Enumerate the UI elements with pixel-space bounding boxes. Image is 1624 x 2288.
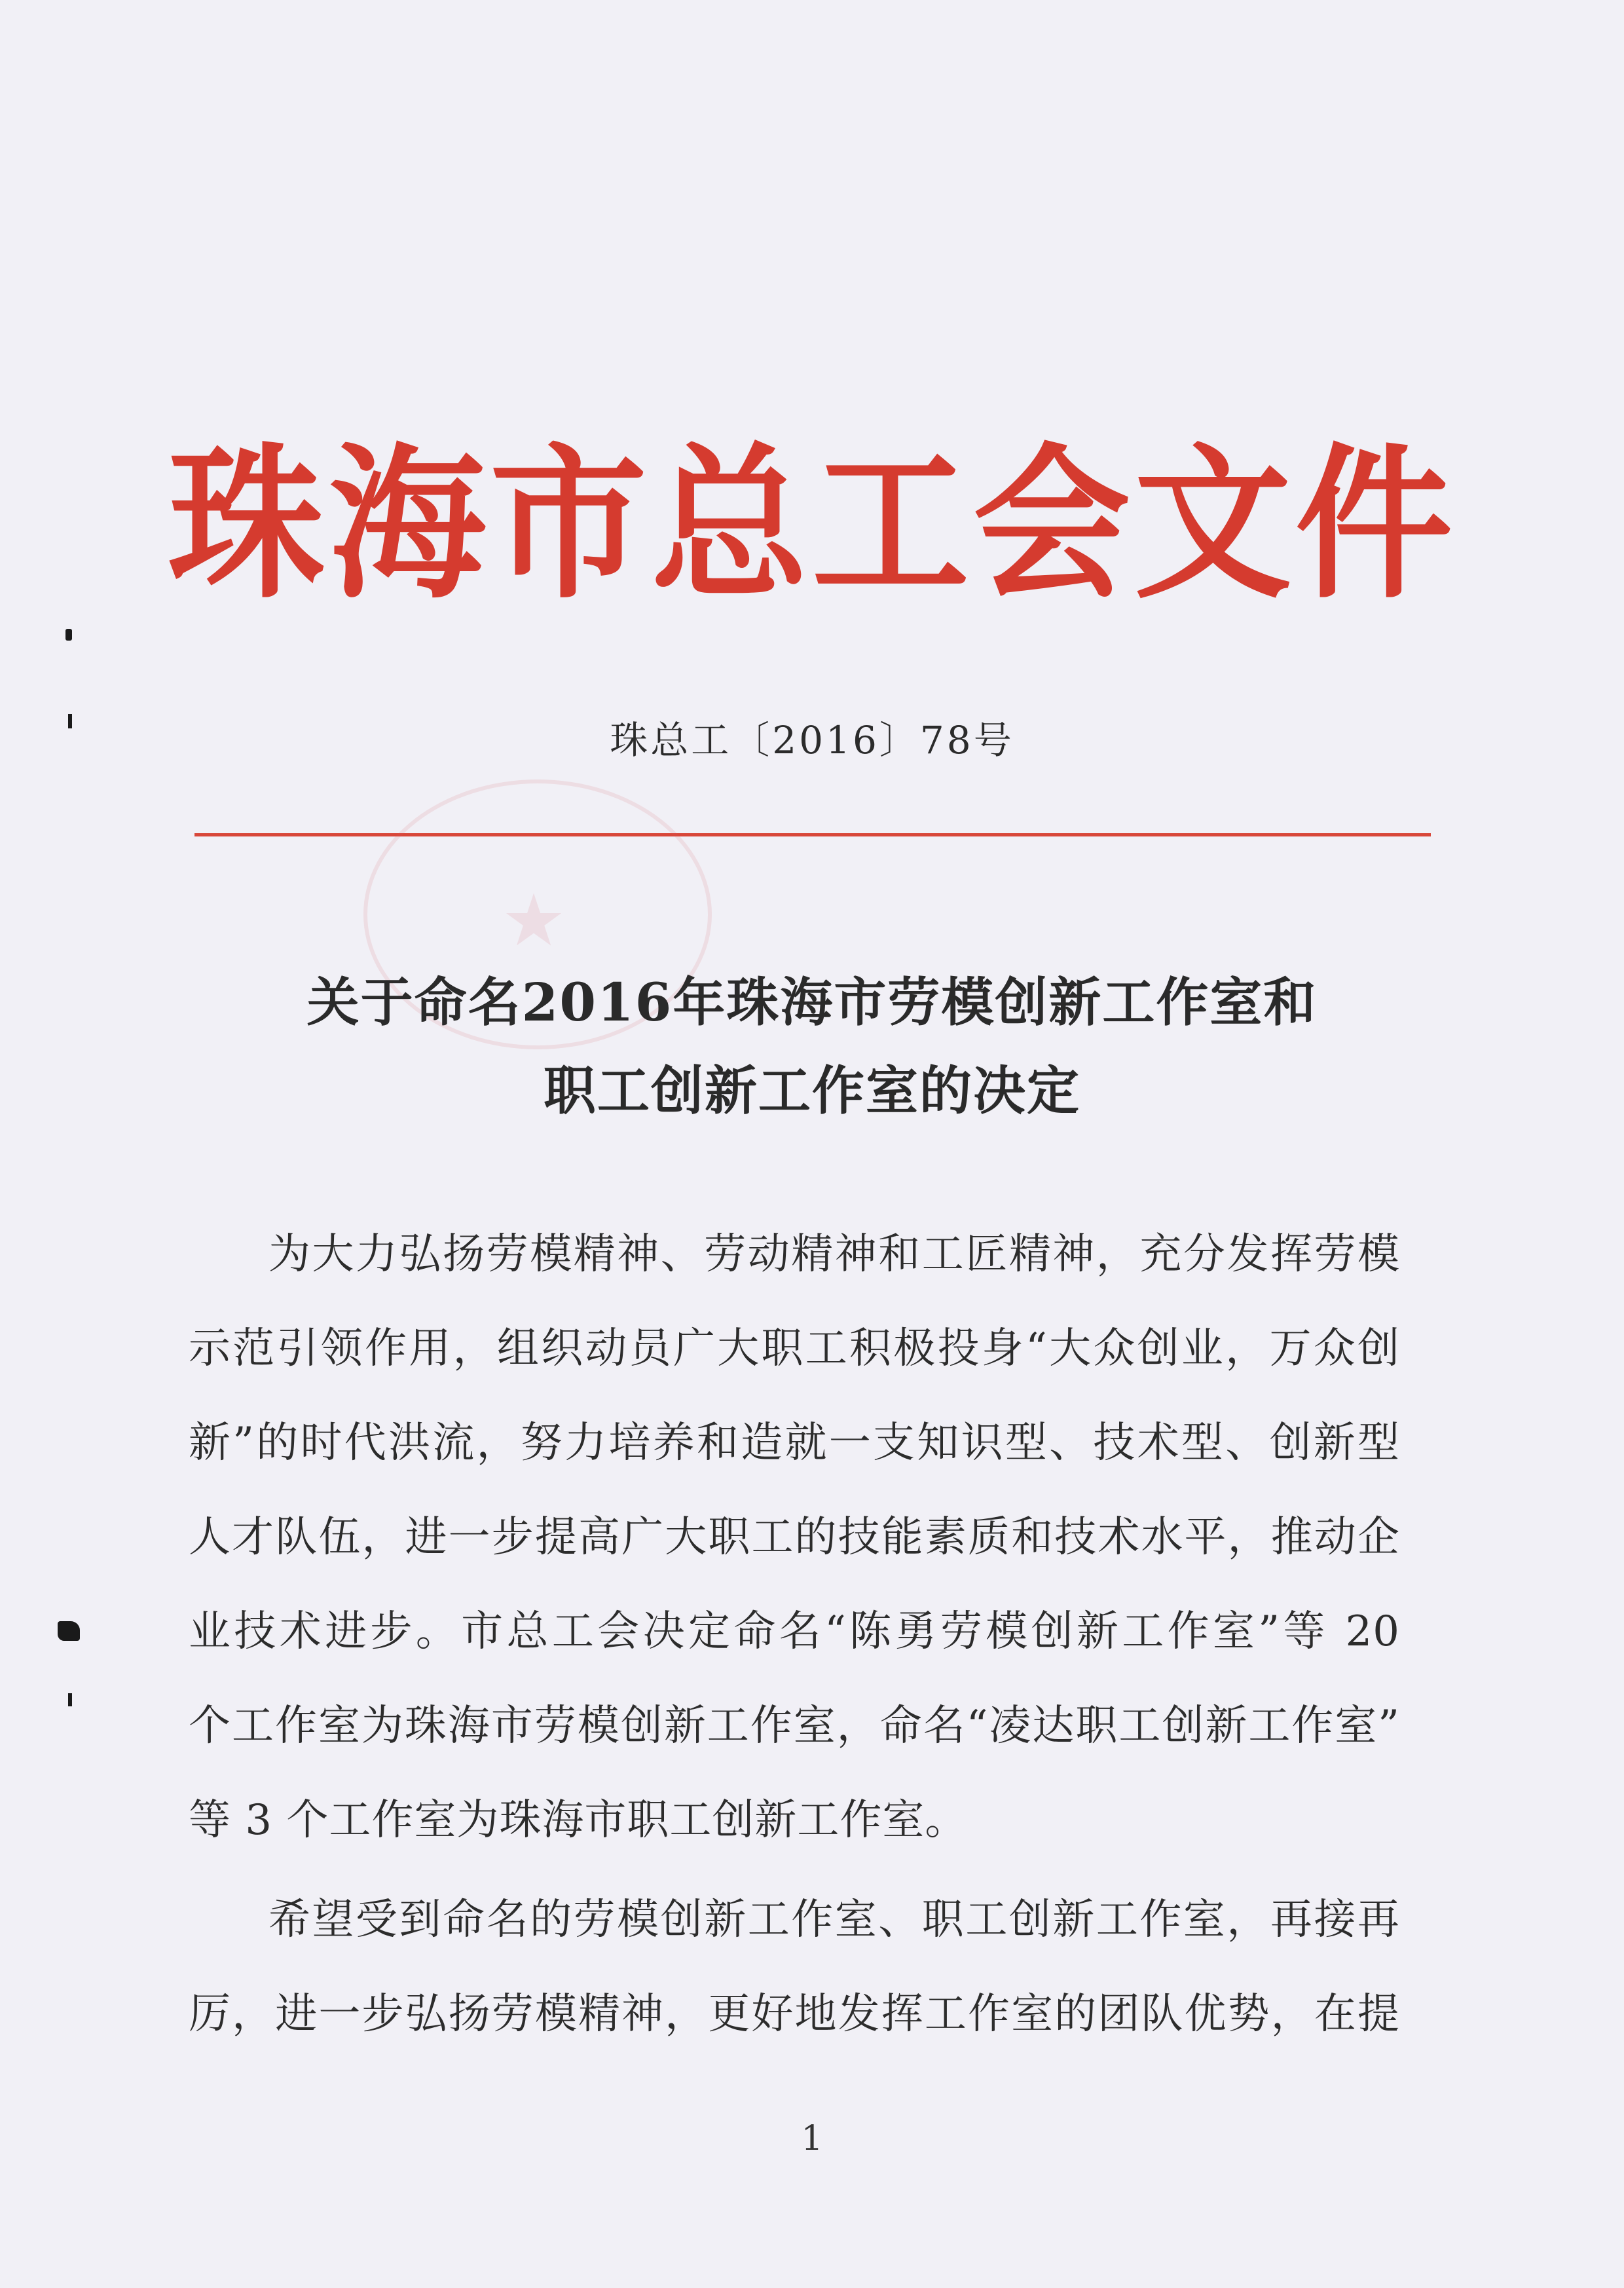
binding-mark	[65, 629, 72, 641]
document-title-line-2: 职工创新工作室的决定	[544, 1060, 1080, 1121]
paragraph-1-line: 个工作室为珠海市劳模创新工作室，命名“凌达职工创新工作室”	[189, 1702, 1400, 1750]
binding-mark	[68, 1693, 72, 1706]
paragraph-1-line: 新”的时代洪流，努力培养和造就一支知识型、技术型、创新型	[189, 1419, 1400, 1467]
binding-mark	[68, 714, 72, 728]
paragraph-1-line: 人才队伍，进一步提高广大职工的技能素质和技术水平，推动企	[189, 1513, 1400, 1562]
document-number: 珠总工〔2016〕78号	[610, 718, 1014, 762]
paragraph-1-line: 等 3 个工作室为珠海市职工创新工作室。	[189, 1796, 968, 1845]
paragraph-1-line: 为大力弘扬劳模精神、劳动精神和工匠精神，充分发挥劳模	[268, 1230, 1400, 1279]
header-divider	[194, 833, 1431, 836]
page-number: 1	[801, 2119, 823, 2158]
paragraph-1-line: 业技术进步。市总工会决定命名“陈勇劳模创新工作室”等 20	[189, 1607, 1400, 1656]
document-header-title: 珠海市总工会文件	[167, 426, 1456, 622]
document-title-line-1: 关于命名2016年珠海市劳模创新工作室和	[306, 971, 1318, 1033]
paragraph-1-line: 示范引领作用，组织动员广大职工积极投身“大众创业，万众创	[189, 1324, 1400, 1373]
paragraph-2-line: 希望受到命名的劳模创新工作室、职工创新工作室，再接再	[268, 1896, 1400, 1944]
seal-star-icon: ★	[501, 878, 566, 962]
paragraph-2-line: 厉，进一步弘扬劳模精神，更好地发挥工作室的团队优势，在提	[189, 1990, 1400, 2038]
binding-mark	[58, 1621, 80, 1641]
